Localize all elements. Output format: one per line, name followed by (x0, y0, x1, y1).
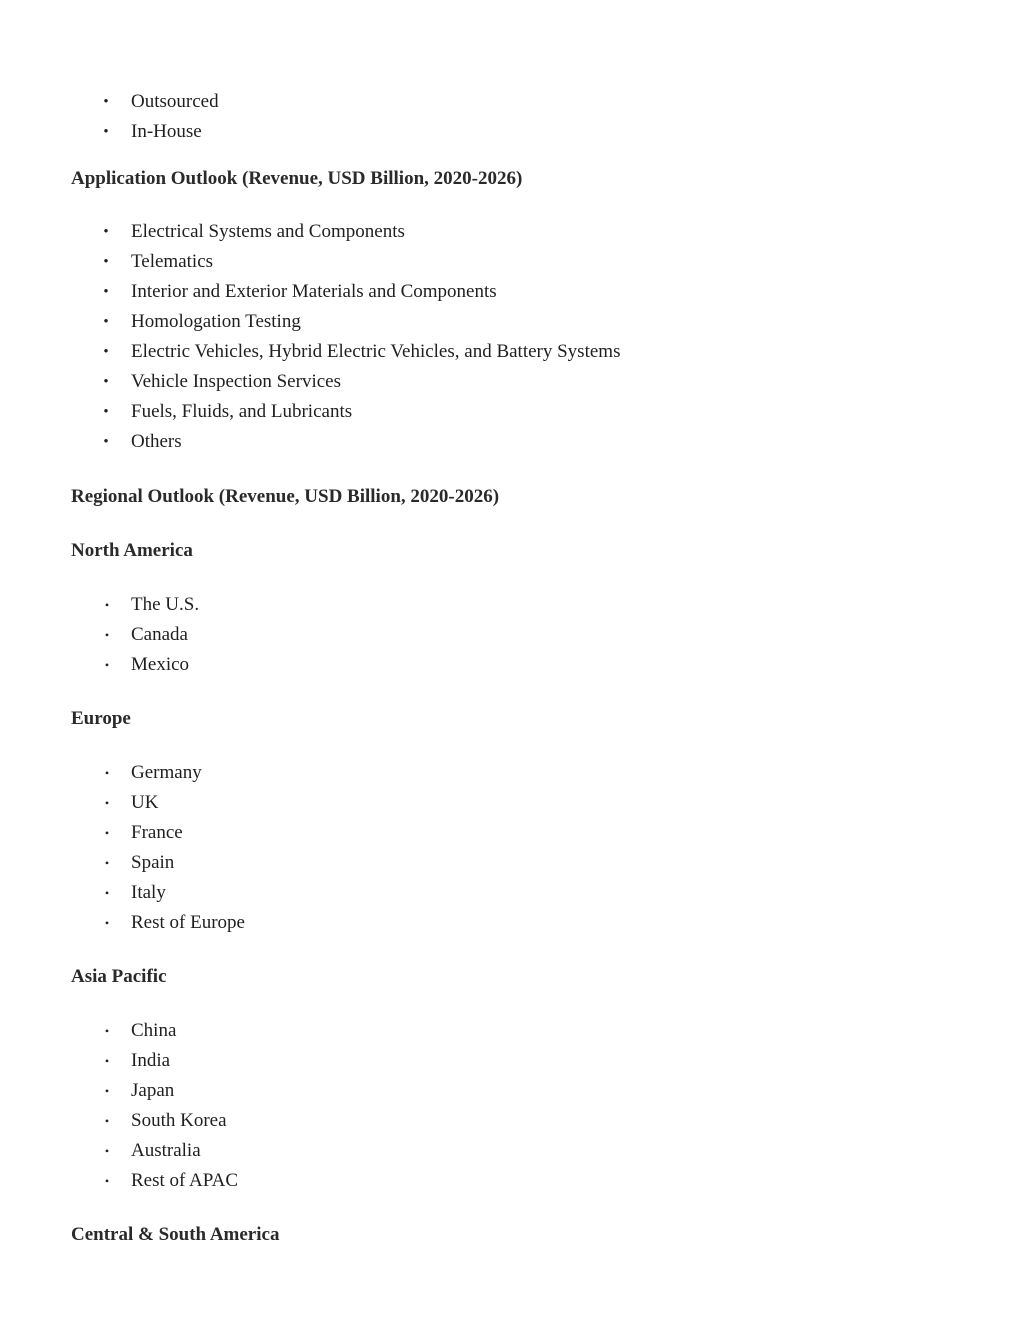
list-item-label: Others (131, 431, 182, 452)
north-america-heading: North America (71, 540, 193, 561)
application-list-block (0, 217, 1024, 457)
list-item (0, 908, 1024, 938)
bullet-icon: • (104, 1084, 110, 1098)
list-item-label: Italy (131, 882, 166, 903)
list-item (0, 650, 1024, 680)
bullet-icon: • (104, 766, 110, 780)
list-item (0, 758, 1024, 788)
bullet-icon: • (104, 1054, 110, 1068)
bullet-icon: • (104, 1024, 110, 1038)
list-item-label: Homologation Testing (131, 311, 301, 332)
list-item (0, 337, 1024, 367)
regional-outlook-heading: Regional Outlook (Revenue, USD Billion, 2020-2026) (71, 486, 500, 507)
list-item-label: South Korea (131, 1110, 227, 1131)
bullet-icon: • (103, 94, 109, 110)
central-south-america-heading: Central & South America (71, 1224, 280, 1245)
list-item (0, 788, 1024, 818)
list-item (0, 878, 1024, 908)
list-item (0, 1076, 1024, 1106)
list-item-label: In-House (131, 121, 202, 142)
list-item (0, 620, 1024, 650)
europe-list (0, 758, 1024, 938)
bullet-icon: • (104, 826, 110, 840)
application-outlook-heading: Application Outlook (Revenue, USD Billion, 2020-2026) (71, 168, 523, 189)
list-item (0, 247, 1024, 277)
list-item-label: Telematics (131, 251, 214, 272)
bullet-icon: • (104, 598, 110, 612)
list-item (0, 367, 1024, 397)
list-item (0, 1136, 1024, 1166)
list-item (0, 277, 1024, 307)
list-item-label: Japan (131, 1080, 175, 1101)
list-item-label: Rest of Europe (131, 912, 245, 933)
bullet-icon: • (104, 916, 110, 930)
list-item (0, 1166, 1024, 1196)
list-item (0, 1106, 1024, 1136)
list-item-label: Canada (131, 624, 188, 645)
bullet-icon: • (103, 404, 109, 420)
list-item (0, 307, 1024, 337)
bullet-icon: • (103, 224, 109, 240)
bullet-icon: • (103, 284, 109, 300)
list-item (0, 87, 1024, 117)
bullet-icon: • (103, 374, 109, 390)
asia-pacific-heading: Asia Pacific (71, 966, 167, 987)
bullet-icon: • (103, 344, 109, 360)
bullet-icon: • (103, 314, 109, 330)
europe-heading: Europe (71, 708, 131, 729)
sourcing-list-block (0, 87, 1024, 147)
list-item (0, 397, 1024, 427)
list-item-label: China (131, 1020, 177, 1041)
north-america-list-block (0, 590, 1024, 680)
list-item-label: The U.S. (131, 594, 200, 615)
list-item (0, 1046, 1024, 1076)
sourcing-list (0, 87, 1024, 147)
list-item (0, 217, 1024, 247)
list-item (0, 1016, 1024, 1046)
bullet-icon: • (103, 254, 109, 270)
list-item-label: UK (131, 792, 159, 813)
list-item (0, 427, 1024, 457)
list-item (0, 117, 1024, 147)
list-item-label: India (131, 1050, 171, 1071)
bullet-icon: • (103, 124, 109, 140)
bullet-icon: • (104, 886, 110, 900)
application-list (0, 217, 1024, 457)
list-item-label: France (131, 822, 183, 843)
list-item (0, 590, 1024, 620)
bullet-icon: • (104, 1144, 110, 1158)
list-item (0, 818, 1024, 848)
list-item-label: Outsourced (131, 91, 219, 112)
bullet-icon: • (104, 658, 110, 672)
bullet-icon: • (103, 434, 109, 450)
europe-list-block (0, 758, 1024, 938)
list-item-label: Interior and Exterior Materials and Components (131, 281, 497, 302)
list-item-label: Rest of APAC (131, 1170, 238, 1191)
list-item-label: Spain (131, 852, 175, 873)
list-item-label: Vehicle Inspection Services (131, 371, 341, 392)
bullet-icon: • (104, 796, 110, 810)
north-america-list (0, 590, 1024, 680)
list-item-label: Mexico (131, 654, 190, 675)
list-item-label: Electrical Systems and Components (131, 221, 405, 242)
asia-pacific-list-block (0, 1016, 1024, 1196)
bullet-icon: • (104, 1114, 110, 1128)
bullet-icon: • (104, 628, 110, 642)
list-item-label: Electric Vehicles, Hybrid Electric Vehicles, and Battery Systems (131, 341, 621, 362)
list-item-label: Germany (131, 762, 202, 783)
list-item-label: Fuels, Fluids, and Lubricants (131, 401, 353, 422)
bullet-icon: • (104, 1174, 110, 1188)
asia-pacific-list (0, 1016, 1024, 1196)
list-item-label: Australia (131, 1140, 201, 1161)
bullet-icon: • (104, 856, 110, 870)
list-item (0, 848, 1024, 878)
